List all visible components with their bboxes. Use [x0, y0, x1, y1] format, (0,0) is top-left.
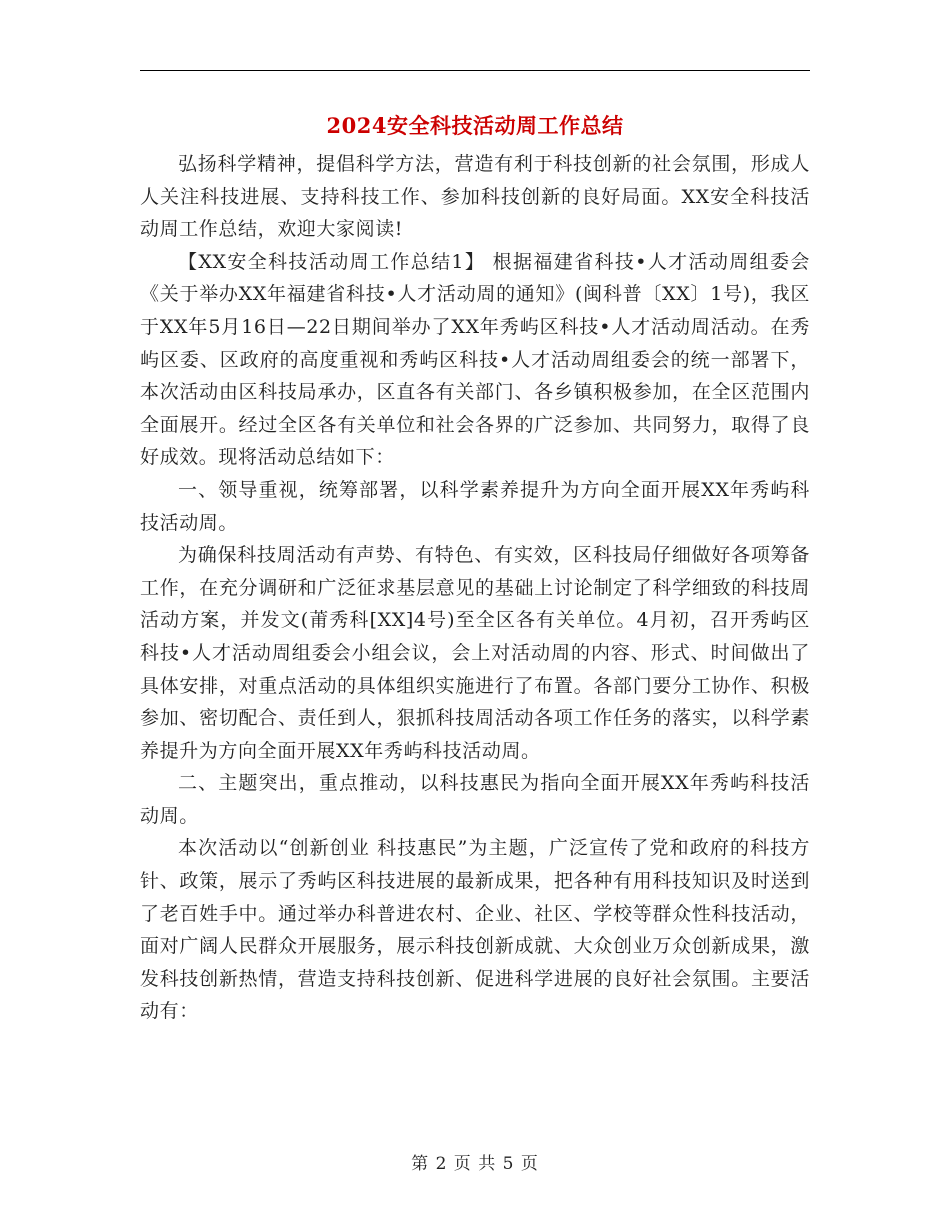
paragraph-preparation: 为确保科技周活动有声势、有特色、有实效，区科技局仔细做好各项筹备工作，在充分调研和广泛征求基层意见的基础上讨论制定了科学细致的科技周活动方案，并发文(莆秀科[XX]4号)至全区各有关单位。4月初，召开秀屿区科技•人才活动周组委会小组会议，会上对活动周的内容、形式、时间做出了具体安排，对重点活动的具体组织实施进行了布置。各部门要分工协作、积极参加、密切配合、责任到人，狠抓科技周活动各项工作任务的落实，以科学素养提升为方向全面开展XX年秀屿科技活动周。 [140, 544, 810, 762]
paragraph-theme: 本次活动以“创新创业 科技惠民”为主题，广泛宣传了党和政府的科技方针、政策，展示了秀屿区科技进展的最新成果，把各种有用科技知识及时送到了老百姓手中。通过举办科普进农村、企业、社区、学校等群众性科技活动，面对广阔人民群众开展服务，展示科技创新成就、大众创业万众创新成果，激发科技创新热情，营造支持科技创新、促进科学进展的良好社会氛围。主要活动有： [140, 837, 810, 1023]
paragraph-summary-1: 【XX安全科技活动周工作总结1】 根据福建省科技•人才活动周组委会《关于举办XX年福建省科技•人才活动周的通知》(闽科普〔XX〕1号)，我区于XX年5月16日—22日期间举办了XX年秀屿区科技•人才活动周活动。在秀屿区委、区政府的高度重视和秀屿区科技•人才活动周组委会的统一部署下，本次活动由区科技局承办，区直各有关部门、各乡镇积极参加，在全区范围内全面展开。经过全区各有关单位和社会各界的广泛参加、共同努力，取得了良好成效。现将活动总结如下： [140, 250, 810, 469]
paragraph-intro: 弘扬科学精神，提倡科学方法，营造有利于科技创新的社会氛围，形成人人关注科技进展、支持科技工作、参加科技创新的良好局面。XX安全科技活动周工作总结，欢迎大家阅读! [140, 153, 810, 241]
document-body [140, 148, 810, 1028]
document-title: 2024安全科技活动周工作总结 [326, 113, 624, 138]
paragraph-heading-1: 一、领导重视，统筹部署，以科学素养提升为方向全面开展XX年秀屿科技活动周。 [140, 478, 810, 534]
paragraph-heading-2: 二、主题突出，重点推动，以科技惠民为指向全面开展XX年秀屿科技活动周。 [140, 772, 810, 827]
header-rule [140, 70, 810, 71]
page-number-footer: 第 2 页 共 5 页 [411, 1154, 539, 1174]
